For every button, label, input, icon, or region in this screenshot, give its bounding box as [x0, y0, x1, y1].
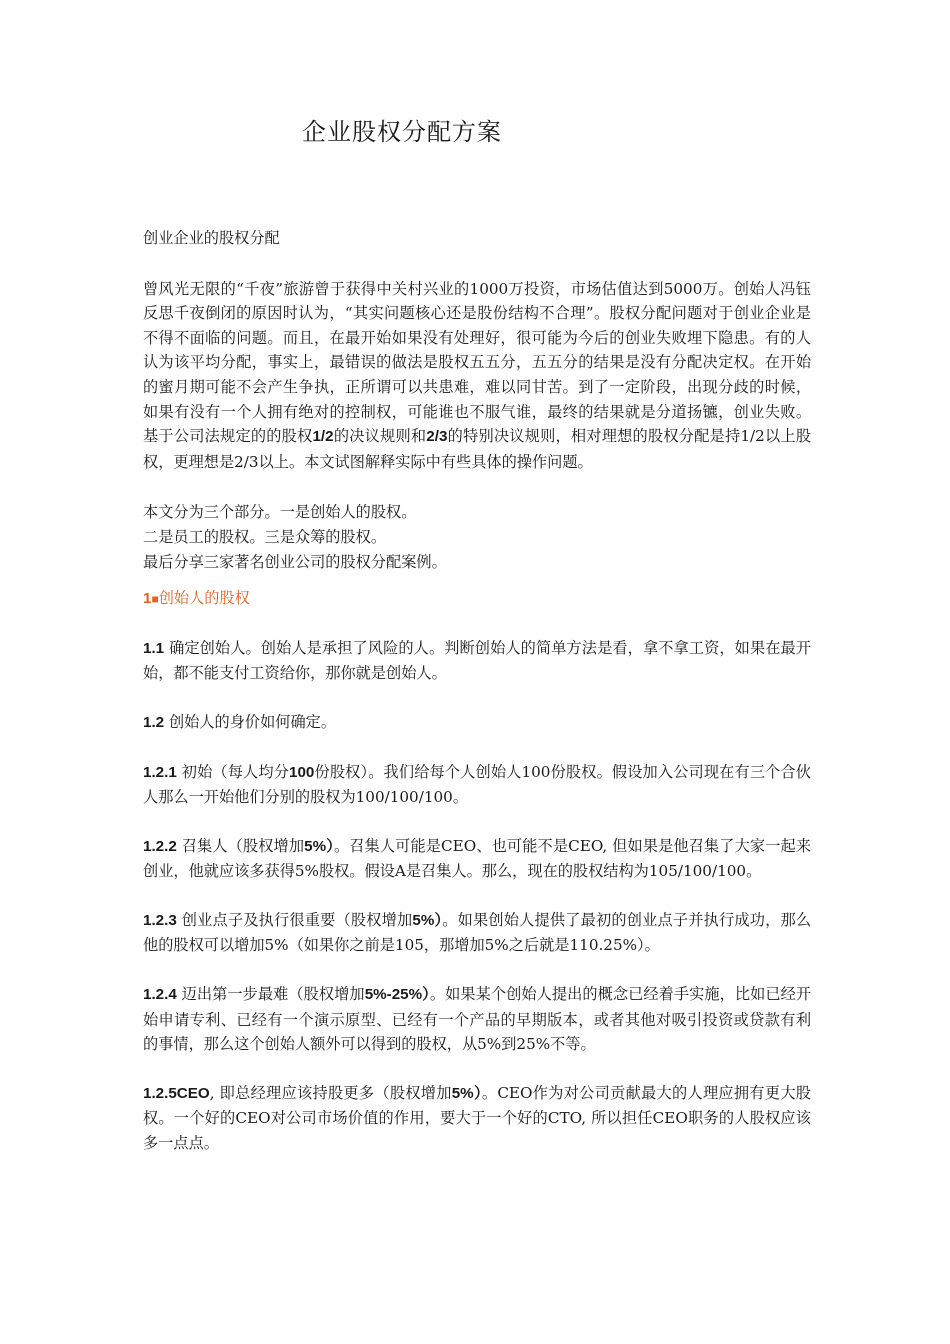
document-title: 企业股权分配方案: [302, 118, 502, 146]
item-number: 1.2: [143, 713, 165, 731]
item-1-2: [143, 710, 811, 736]
item-lead-bold: 5%-25%）: [364, 986, 430, 1004]
intro-text: 曾风光无限的“千夜”旅游曾于获得中关村兴业的1000万投资，市场估值达到5000万。创始人冯钰反思千夜倒闭的原因时认为，“其实问题核心还是股份结构不合理”。股权分配问题对于创业企业是不得不面临的问题。而且，在最开始如果没有处理好，很可能为今后的创业失败埋下隐患。有的人认为该平均分配，事实上，最错误的做法是股权五五分，五五分的结果是没有分配决定权。在开始的蜜月期可能不会产生争执，正所谓可以共患难，难以同甘苦。到了一定阶段，出现分歧的时候，如果有没有一个人拥有绝对的控制权，可能谁也不服气谁，最终的结果就是分道扬镳，创业失败。基于公司法规定的的股权: [143, 279, 811, 446]
item-lead: , 即总经理应该持股更多（股权增加: [209, 1083, 452, 1102]
intro-paragraph: [143, 277, 811, 475]
item-lead-bold: 100: [289, 763, 315, 781]
intro-bold-two-thirds: 2/3: [426, 428, 448, 446]
item-text: 创始人的身价如何确定。: [168, 712, 337, 731]
item-lead-bold: 5%）: [412, 911, 443, 929]
intro-bold-half: 1/2: [312, 428, 334, 446]
item-number: 1.2.5CEO: [143, 1084, 210, 1102]
item-lead: 召集人（股权增加: [181, 836, 305, 855]
item-lead-tail: 份股权）: [314, 762, 369, 781]
item-1-2-1: [143, 760, 811, 810]
item-text: 。CEO作为对公司贡献最大的人理应拥有更大股权。一个好的CEO对公司市场价值的作用，要大于一个好的CTO, 所以担任CEO职务的人股权应该多一点点。: [143, 1083, 811, 1153]
item-text: 确定创始人。创始人是承担了风险的人。判断创始人的简单方法是看，拿不拿工资，如果在最开始，都不能支付工资给你，那你就是创始人。: [143, 638, 812, 683]
item-text: 。我们给每个人创始人100份股权。假设加入公司现在有三个合伙人那么一开始他们分别的股权为100/100/100。: [143, 762, 811, 807]
item-number: 1.2.4: [143, 986, 177, 1004]
item-number: 1.2.1: [143, 763, 177, 781]
item-1-2-4: [143, 982, 811, 1057]
square-bullet-icon: ■: [151, 592, 159, 607]
intro-mid-text: 的决议规则和: [333, 427, 427, 446]
item-number: 1.2.3: [143, 911, 177, 929]
item-lead: 创业点子及执行很重要（股权增加: [181, 910, 413, 929]
item-text: 。召集人可能是CEO、也可能不是CEO, 但如果是他召集了大家一起来创业，他就应该多获得5%股权。假设A是召集人。那么，现在的股权结构为105/100/100。: [143, 836, 812, 881]
item-1-2-3: [143, 908, 811, 958]
outline-line-3: 最后分享三家著名创业公司的股权分配案例。: [143, 552, 447, 571]
document-body: [143, 226, 811, 1156]
section-1-title: 创始人的股权: [158, 589, 250, 608]
item-number: 1.1: [143, 639, 165, 657]
item-lead-bold: 5%）: [451, 1084, 482, 1102]
item-1-1: [143, 636, 811, 686]
item-lead: 迈出第一步最难（股权增加: [181, 985, 365, 1004]
intro-tail-text: 的特别决议规则，相对理想的股权分配是持1/2以上股权，更理想是2/3以上。本文试图解释实际中有些具体的操作问题。: [143, 427, 812, 471]
item-number: 1.2.2: [143, 837, 177, 855]
item-lead: 初始（每人均分: [181, 762, 290, 781]
document-subtitle: 创业企业的股权分配: [143, 229, 280, 247]
item-1-2-5: [143, 1081, 811, 1156]
item-lead-bold: 5%）: [304, 837, 334, 855]
item-text: 。如果某个创始人提出的概念已经着手实施，比如已经开始申请专利、已经有一个演示原型、已经有一个产品的早期版本，或者其他对吸引投资或贷款有利的事情，那么这个创始人额外可以得到的股权，从5%到25%不等。: [143, 985, 812, 1054]
outline-line-2: 二是员工的股权。三是众筹的股权。: [143, 527, 386, 546]
item-text: 。如果创始人提供了最初的创业点子并执行成功，那么他的股权可以增加5%（如果你之前是105，那增加5%之后就是110.25%）。: [143, 910, 812, 955]
outline-line-1: 本文分为三个部分。一是创始人的股权。: [143, 503, 417, 522]
section-1-number: 1: [143, 590, 152, 608]
section-1-heading: [143, 586, 811, 612]
item-1-2-2: [143, 834, 811, 884]
